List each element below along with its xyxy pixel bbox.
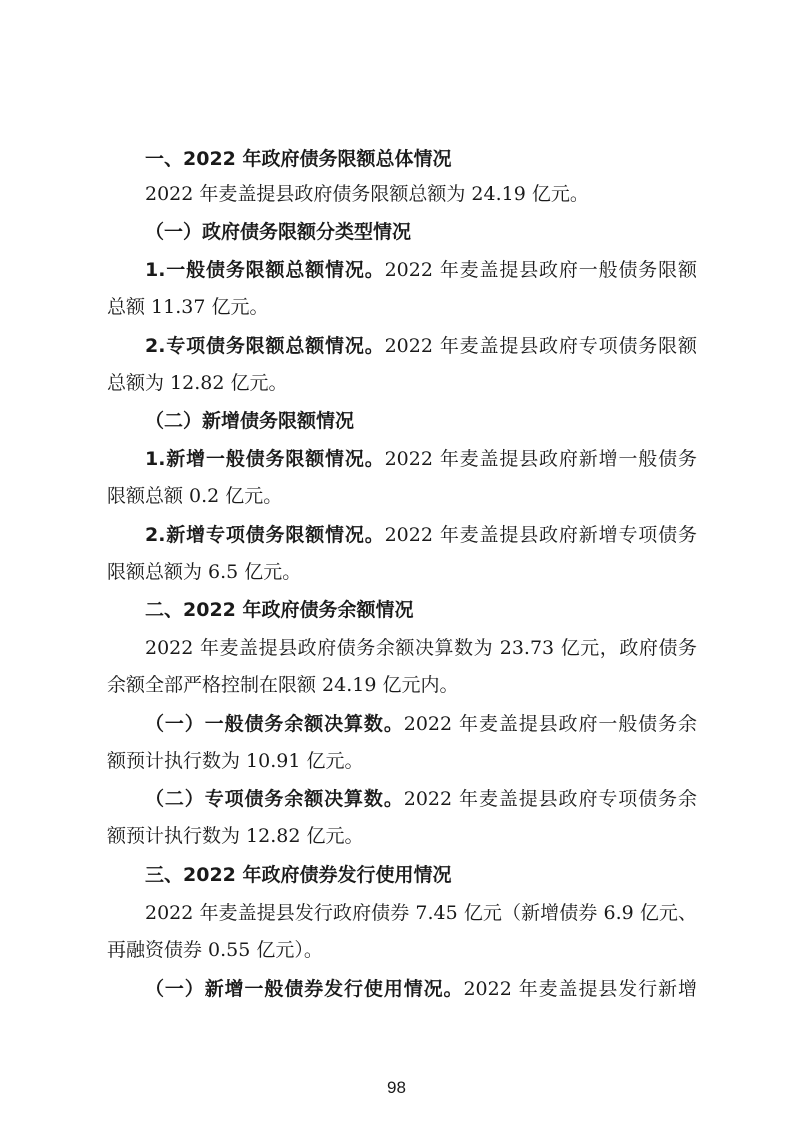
paragraph-special-limit <box>145 333 697 360</box>
paragraph-lead-text: 2022 年麦盖提县发行新增 <box>463 978 697 1000</box>
section-heading-3: 三、2022 年政府债券发行使用情况 <box>145 864 452 886</box>
paragraph-special-limit-cont: 总额为 12.82 亿元。 <box>107 372 288 394</box>
paragraph-new-general-limit-cont: 限额总额 0.2 亿元。 <box>107 485 283 507</box>
paragraph-general-limit <box>145 257 697 284</box>
paragraph-lead-heading: （一）一般债务余额决算数。 <box>145 713 404 735</box>
paragraph-debt-balance: 2022 年麦盖提县政府债务余额决算数为 23.73 亿元，政府债务 <box>145 637 697 659</box>
paragraph-lead-text: 2022 年麦盖提县政府一般债务限额 <box>384 259 697 281</box>
paragraph-bond-issuance-cont: 再融资债券 0.55 亿元）。 <box>107 939 323 961</box>
paragraph-lead-heading: 1.新增一般债务限额情况。 <box>145 448 385 470</box>
paragraph-general-limit-cont: 总额 11.37 亿元。 <box>107 296 269 318</box>
subsection-heading-limit-by-type: （一）政府债务限额分类型情况 <box>145 221 412 243</box>
paragraph-lead-text: 2022 年麦盖提县政府新增一般债务 <box>384 448 697 470</box>
paragraph-general-balance <box>145 711 697 738</box>
paragraph-lead-text: 2022 年麦盖提县政府专项债务余 <box>403 788 697 810</box>
paragraph-lead-text: 2022 年麦盖提县政府一般债务余 <box>403 713 697 735</box>
paragraph-lead-heading: 1.一般债务限额总额情况。 <box>145 259 385 281</box>
section-heading-2: 二、2022 年政府债务余额情况 <box>145 599 414 621</box>
section-heading-1: 一、2022 年政府债务限额总体情况 <box>145 148 452 170</box>
paragraph-lead-text: 2022 年麦盖提县政府新增专项债务 <box>384 524 697 546</box>
paragraph-debt-limit-total: 2022 年麦盖提县政府债务限额总额为 24.19 亿元。 <box>145 183 589 205</box>
paragraph-lead-heading: （一）新增一般债券发行使用情况。 <box>145 978 464 1000</box>
paragraph-bond-issuance: 2022 年麦盖提县发行政府债券 7.45 亿元（新增债券 6.9 亿元、 <box>145 902 697 924</box>
page-number: 98 <box>387 1078 406 1097</box>
paragraph-lead-heading: 2.专项债务限额总额情况。 <box>145 335 385 357</box>
paragraph-debt-balance-cont: 余额全部严格控制在限额 24.19 亿元内。 <box>107 674 459 696</box>
paragraph-lead-heading: （二）专项债务余额决算数。 <box>145 788 404 810</box>
paragraph-lead-heading: 2.新增专项债务限额情况。 <box>145 524 385 546</box>
paragraph-general-balance-cont: 额预计执行数为 10.91 亿元。 <box>107 750 364 772</box>
paragraph-new-special-limit-cont: 限额总额为 6.5 亿元。 <box>107 561 302 583</box>
paragraph-new-general-bond <box>145 976 697 1003</box>
paragraph-lead-text: 2022 年麦盖提县政府专项债务限额 <box>384 335 697 357</box>
paragraph-new-general-limit <box>145 446 697 473</box>
paragraph-new-special-limit <box>145 522 697 549</box>
subsection-heading-new-limit: （二）新增债务限额情况 <box>145 410 355 432</box>
paragraph-special-balance-cont: 额预计执行数为 12.82 亿元。 <box>107 825 364 847</box>
paragraph-special-balance <box>145 786 697 813</box>
